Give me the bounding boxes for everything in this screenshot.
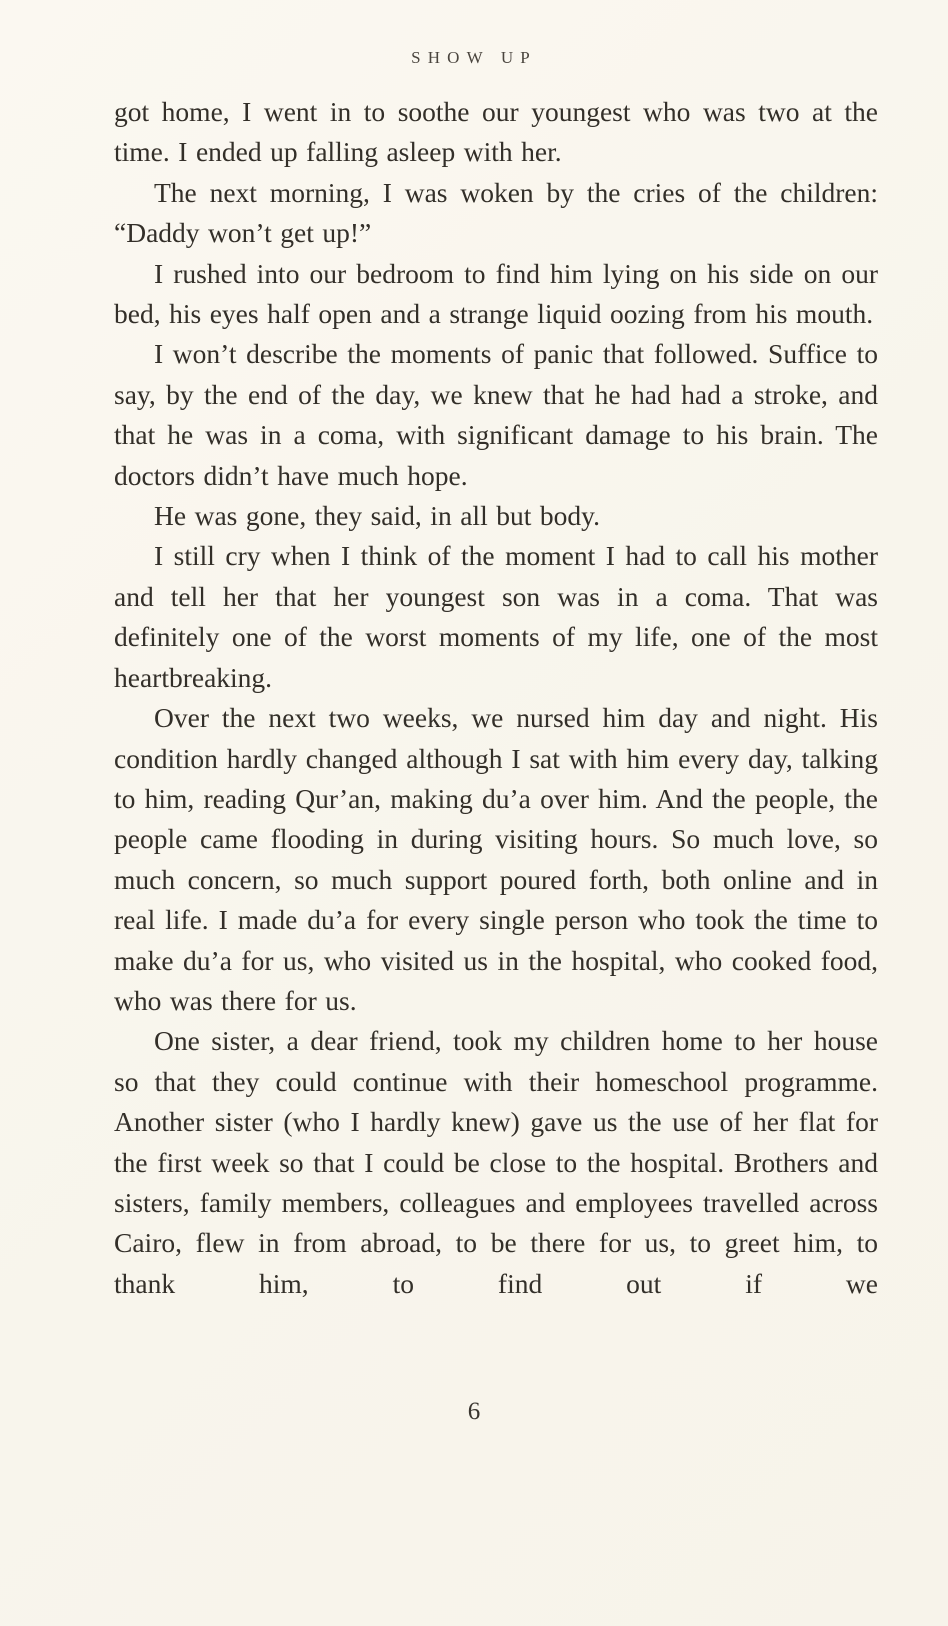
body-text — [114, 92, 878, 1304]
paragraph: I rushed into our bedroom to find him lying on his side on our bed, his eyes half open and a strange liquid oozing from his mouth. — [114, 257, 878, 330]
paragraph: I won’t describe the moments of panic that followed. Suffice to say, by the end of the day, we knew that he had had a stroke, and that he was in a coma, with significant damage to his brain. The doctors didn’t have much hope. — [114, 338, 878, 491]
paragraph: The next morning, I was woken by the cries of the children: “Daddy won’t get up!” — [114, 176, 878, 249]
running-header: SHOW UP — [411, 48, 537, 67]
paragraph: One sister, a dear friend, took my children home to her house so that they could continue with their homeschool programme. Another sister (who I hardly knew) gave us the use of her flat for the first week so that I could be close to the hospital. Brothers and sisters, family members, colleagues and employees travelled across Cairo, flew in from abroad, to be there for us, to greet him, to thank him, to find out if we — [114, 1025, 878, 1299]
paragraph: He was gone, they said, in all but body. — [154, 500, 600, 532]
paragraph: I still cry when I think of the moment I had to call his mother and tell her that her youngest son was in a coma. That was definitely one of the worst moments of my life, one of the most heartbreaking. — [114, 540, 878, 693]
paragraph: Over the next two weeks, we nursed him day and night. His condition hardly changed although I sat with him every day, talking to him, reading Qur’an, making du’a over him. And the people, the people came flooding in during visiting hours. So much love, so much concern, so much support poured forth, both online and in real life. I made du’a for every single person who took the time to make du’a for us, who visited us in the hospital, who cooked food, who was there for us. — [114, 702, 878, 1016]
page-number: 6 — [467, 1398, 481, 1425]
paragraph: got home, I went in to soothe our youngest who was two at the time. I ended up falling asleep with her. — [114, 96, 878, 168]
